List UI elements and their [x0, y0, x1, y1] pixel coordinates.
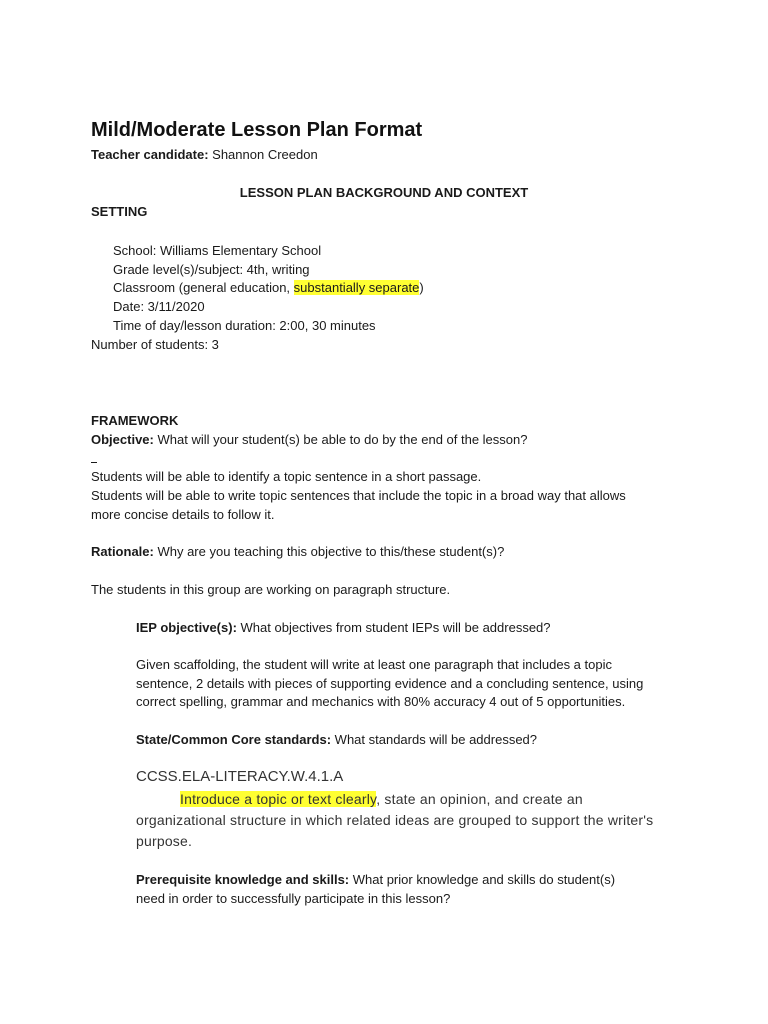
- classroom-suffix: ): [419, 280, 424, 295]
- objective-label: Objective:: [91, 432, 154, 447]
- classroom-prefix: Classroom (general education,: [113, 280, 294, 295]
- rationale-question: Why are you teaching this objective to this/these student(s)?: [157, 544, 505, 559]
- iep-label: IEP objective(s):: [136, 620, 237, 635]
- grade-line: Grade level(s)/subject: 4th, writing: [113, 262, 310, 277]
- teacher-candidate-line: [91, 146, 318, 164]
- objective-statement-2: Students will be able to write topic sentences that include the topic in a broad way that allows: [91, 488, 626, 503]
- objective-question: What will your student(s) be able to do by the end of the lesson?: [157, 432, 528, 447]
- standard-text-line-2: organizational structure in which related ideas are grouped to support the writer's: [136, 812, 654, 828]
- objective-statement-3: more concise details to follow it.: [91, 507, 275, 522]
- iep-question: What objectives from student IEPs will be addressed?: [240, 620, 551, 635]
- students-line: Number of students: 3: [91, 337, 219, 352]
- standard-text-line-1: [180, 789, 583, 810]
- framework-heading: FRAMEWORK: [91, 413, 179, 428]
- standard-code: CCSS.ELA-LITERACY.W.4.1.A: [136, 768, 344, 785]
- prereq-label: Prerequisite knowledge and skills:: [136, 872, 350, 887]
- classroom-line: [113, 279, 424, 297]
- standard-text-line-3: purpose.: [136, 833, 193, 849]
- teacher-name: Shannon Creedon: [212, 147, 318, 162]
- rationale-line: [91, 543, 504, 561]
- standard-highlight: Introduce a topic or text clearly: [180, 791, 377, 807]
- prereq-line-1: [136, 871, 615, 889]
- setting-heading: SETTING: [91, 204, 148, 219]
- section-heading: LESSON PLAN BACKGROUND AND CONTEXT: [239, 185, 529, 200]
- objective-statement-1: Students will be able to identify a topic sentence in a short passage.: [91, 469, 482, 484]
- teacher-label: Teacher candidate:: [91, 147, 209, 162]
- standards-question: What standards will be addressed?: [334, 732, 538, 747]
- classroom-highlight: substantially separate: [293, 280, 420, 295]
- iep-line: [136, 619, 551, 637]
- school-line: School: Williams Elementary School: [113, 243, 322, 258]
- standard-rest: , state an opinion, and create an: [376, 791, 583, 807]
- iep-objective-3: correct spelling, grammar and mechanics with 80% accuracy 4 out of 5 opportunities.: [136, 694, 626, 709]
- standards-line: [136, 731, 537, 749]
- rationale-answer: The students in this group are working on paragraph structure.: [91, 582, 451, 597]
- cursor-mark: [91, 462, 97, 463]
- page-title: Mild/Moderate Lesson Plan Format: [91, 119, 423, 141]
- time-line: Time of day/lesson duration: 2:00, 30 minutes: [113, 318, 376, 333]
- prereq-question-1: What prior knowledge and skills do student(s): [352, 872, 616, 887]
- rationale-label: Rationale:: [91, 544, 154, 559]
- standards-label: State/Common Core standards:: [136, 732, 332, 747]
- objective-line: [91, 431, 527, 449]
- iep-objective-2: sentence, 2 details with pieces of supporting evidence and a concluding sentence, using: [136, 676, 644, 691]
- prereq-line-2: need in order to successfully participate in this lesson?: [136, 891, 451, 906]
- iep-objective-1: Given scaffolding, the student will write at least one paragraph that includes a topic: [136, 657, 612, 672]
- date-line: Date: 3/11/2020: [113, 299, 205, 314]
